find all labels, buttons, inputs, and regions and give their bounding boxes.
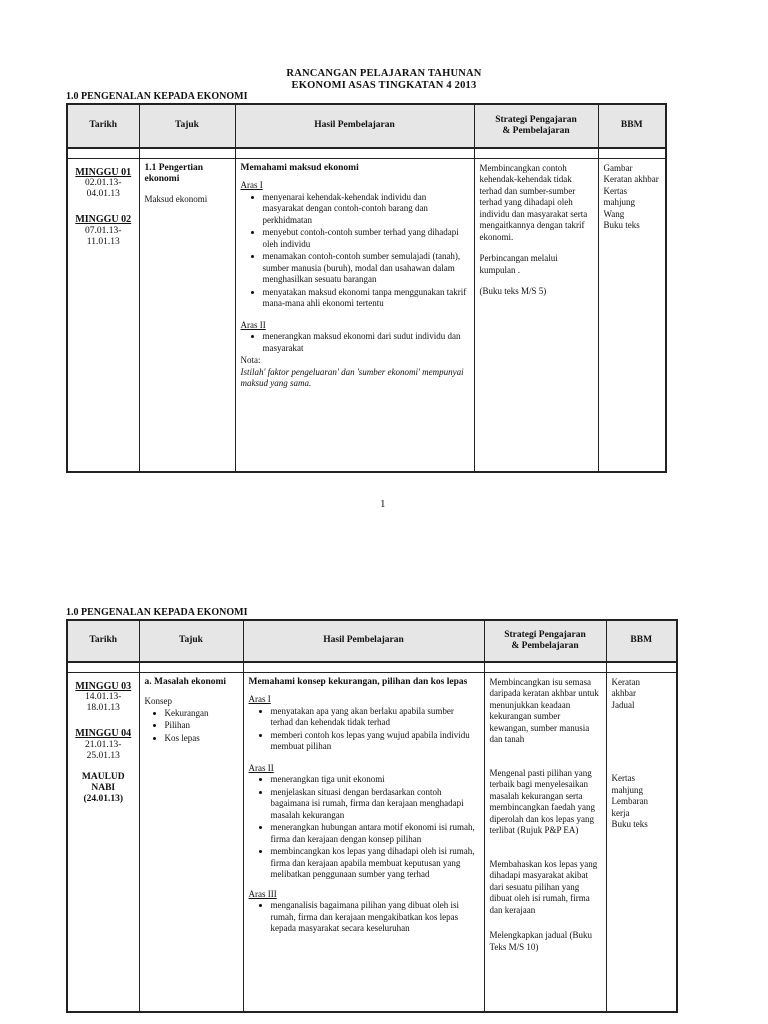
bbm-item: akhbar [611, 688, 636, 698]
list-item: • menjelaskan situasi dengan berdasarkan contoh bagaimana isi rumah, firma dan kerajaan menghadapi masalah kekurangan [271, 787, 479, 822]
bbm-item: Lembaran [611, 796, 648, 806]
header-bbm: BBM [598, 104, 666, 148]
topic-list [145, 708, 238, 745]
week-label: MINGGU 01 [75, 166, 132, 178]
strategy-text: Membincangkan isu semasa daripada keratan akhbar untuk menunjukkan keadaan kekurangan sumber kewangan, sumber manusia dan tanah [489, 676, 599, 744]
list-item: • Kos lepas [165, 733, 238, 745]
topic-subtitle: Konsep [144, 696, 172, 706]
bbm-cell [598, 158, 666, 472]
strategy-text: Melengkapkan jadual (Buku Teks M/S 10) [489, 930, 592, 952]
strategy-text: Membincangkan contoh kehendak-kehendak tidak terhad dan sumber-sumber terhad yang dihadapi oleh individu dan masyarakat serta mengaitkannya dengan takrif ekonomi. [479, 162, 588, 242]
level-heading: Aras I [240, 180, 263, 190]
level-heading: Aras II [240, 319, 266, 330]
bbm-item: mahjung [611, 784, 643, 795]
week-dates: 04.01.13 [86, 189, 120, 199]
bbm-item: Keratan [611, 676, 640, 687]
outcome-list [241, 331, 469, 354]
header-strategi-line2: & Pembelajaran [502, 126, 570, 136]
week-dates: 11.01.13 [86, 236, 120, 247]
strategy-text: Mengenal pasti pilihan yang terbaik bagi menyelesaikan masalah kekurangan serta membincangkan faedah yang diperolah dan kos lepas yang terlibat (Rujuk P&P EA) [489, 767, 595, 835]
week-dates: 07.01.13- [85, 225, 122, 236]
tajuk-cell [139, 158, 235, 472]
tarikh-cell [67, 158, 139, 472]
bbm-item: Keratan akhbar [603, 174, 659, 184]
header-tarikh: Tarikh [67, 620, 139, 662]
bbm-item: Kertas [611, 773, 635, 783]
topic-title: a. Masalah ekonomi [144, 676, 227, 687]
strategy-text: Membahaskan kos lepas yang dihadapi masyarakat akibat dari sesuatu pilihan yang dibuat oleh isi rumah, firma dan kerajaan [489, 858, 598, 915]
page-number: 1 [380, 498, 386, 510]
level-heading: Aras I [248, 694, 271, 704]
list-item: • menerangkan maksud ekonomi dari sudut individu dan masyarakat [263, 331, 469, 354]
section-label: 1.0 PENGENALAN KEPADA EKONOMI [66, 607, 248, 618]
list-item: • menerangkan tiga unit ekonomi [271, 774, 479, 786]
outcome-title: Memahami konsep kekurangan, pilihan dan kos lepas [248, 676, 468, 687]
tarikh-cell [67, 672, 139, 1012]
list-item: • menyatakan apa yang akan berlaku apabila sumber terhad dan kehendak tidak terhad [271, 706, 479, 729]
holiday-date: (24.01.13) [83, 793, 124, 804]
note-text: Istilah' faktor pengeluaran' dan 'sumber ekonomi' mempunyai maksud yang sama. [240, 366, 464, 388]
bbm-item: Jadual [611, 699, 635, 710]
list-item: • Kekurangan [165, 708, 238, 720]
hasil-cell [243, 672, 484, 1012]
header-tajuk: Tajuk [139, 620, 243, 662]
document-title-line1: RANCANGAN PELAJARAN TAHUNAN [286, 68, 482, 79]
bbm-item: Kertas mahjung [603, 185, 635, 207]
week-dates: 18.01.13 [86, 703, 120, 713]
header-strategi [484, 620, 606, 662]
header-strategi-line1: Strategi Pengajaran [495, 114, 577, 125]
strategi-cell [474, 158, 598, 472]
header-strategi [474, 104, 598, 148]
bbm-item: Wang [603, 208, 625, 219]
topic-title: 1.1 Pengertian ekonomi [144, 162, 204, 184]
document-title-line2: EKONOMI ASAS TINGKATAN 4 2013 [291, 80, 477, 91]
list-item: • menerangkan hubungan antara motif ekonomi isi rumah, firma dan kerajaan dengan konsep pilihan [271, 822, 479, 845]
header-tarikh: Tarikh [67, 104, 139, 148]
bbm-item: Buku teks [603, 220, 640, 230]
header-hasil-pembelajaran: Hasil Pembelajaran [235, 104, 474, 148]
header-tajuk: Tajuk [139, 104, 235, 148]
holiday-label: MAULUD [81, 771, 125, 782]
bbm-cell [606, 672, 677, 1012]
outcome-list [241, 192, 469, 310]
list-item: • Pilihan [165, 720, 238, 732]
week-dates: 25.01.13 [86, 750, 120, 761]
header-strategi-line2: & Pembelajaran [511, 641, 579, 651]
level-heading: Aras II [248, 762, 274, 773]
week-dates: 14.01.13- [85, 692, 122, 702]
note-label: Nota: [240, 355, 261, 365]
lesson-plan-table-2 [66, 619, 678, 1013]
bbm-item: Gambar [603, 162, 633, 173]
header-bbm: BBM [606, 620, 677, 662]
section-label: 1.0 PENGENALAN KEPADA EKONOMI [66, 91, 248, 102]
hasil-cell [235, 158, 474, 472]
strategi-cell [484, 672, 606, 1012]
header-strategi-line1: Strategi Pengajaran [504, 629, 586, 640]
tajuk-cell [139, 672, 243, 1012]
topic-subtitle: Maksud ekonomi [144, 193, 208, 204]
bbm-item: Buku teks [611, 819, 648, 829]
table-row [67, 158, 666, 472]
lesson-plan-table-1 [66, 103, 667, 473]
table-row [67, 672, 677, 1012]
list-item: • membincangkan kos lepas yang dihadapi oleh isi rumah, firma dan kerajaan apabila membuat keputusan yang melibatkan penggunaan sumber yang terhad [271, 846, 479, 881]
outcome-title: Memahami maksud ekonomi [240, 162, 359, 173]
list-item: • memberi contoh kos lepas yang wujud apabila individu membuat pilihan [271, 730, 479, 753]
list-item: • menyenarai kehendak-kehendak individu dan masyarakat dengan contoh-contoh barang dan perkhidmatan [263, 192, 469, 227]
week-dates: 21.01.13- [85, 739, 122, 750]
outcome-list [249, 706, 479, 753]
list-item: • menyebut contoh-contoh sumber terhad yang dihadapi oleh individu [263, 227, 469, 250]
week-dates: 02.01.13- [85, 178, 122, 188]
strategy-text: Perbincangan melalui kumpulan . [479, 253, 558, 275]
week-label: MINGGU 03 [75, 680, 132, 692]
list-item: • menyatakan maksud ekonomi tanpa menggunakan takrif mana-mana ahli ekonomi tertentu [263, 287, 469, 310]
outcome-list [249, 774, 479, 881]
list-item: • menganalisis bagaimana pilihan yang dibuat oleh isi rumah, firma dan kerajaan mengakibatkan kos lepas kepada masyarakat secara keseluruhan [271, 900, 479, 935]
header-hasil-pembelajaran: Hasil Pembelajaran [243, 620, 484, 662]
week-label: MINGGU 02 [75, 214, 132, 225]
bbm-item: kerja [611, 807, 630, 818]
level-heading: Aras III [248, 888, 277, 899]
week-label: MINGGU 04 [75, 728, 132, 739]
list-item: • menamakan contoh-contoh sumber semulajadi (tanah), sumber manusia (buruh), modal dan usahawan dalam menghasilkan sesuatu barangan [263, 251, 469, 286]
strategy-text: (Buku teks M/S 5) [479, 286, 547, 296]
outcome-list [249, 900, 479, 935]
holiday-label: NABI [91, 782, 116, 793]
